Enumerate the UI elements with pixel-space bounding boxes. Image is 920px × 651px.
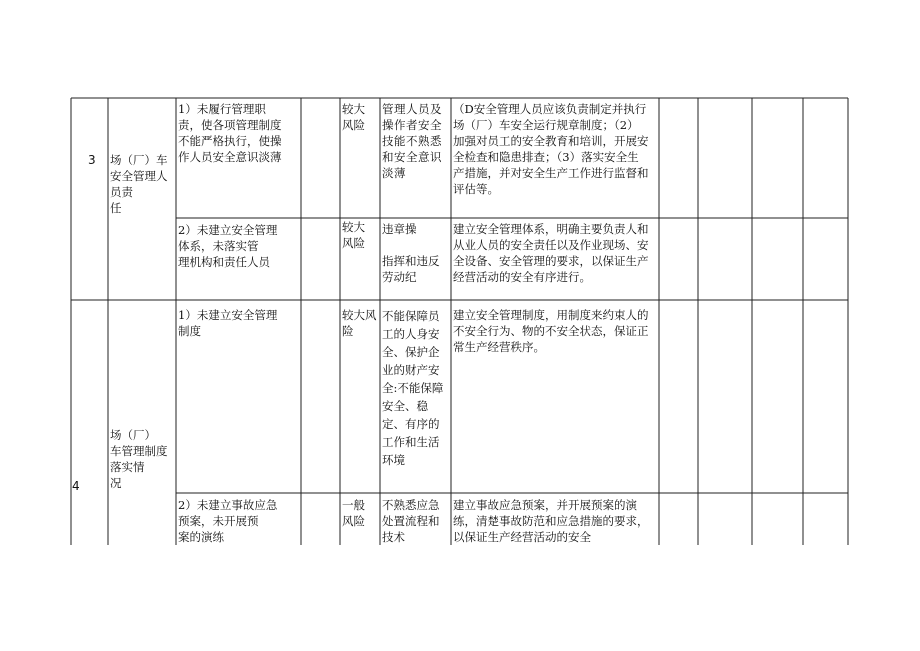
risk-level: 较大风 险 — [342, 308, 377, 338]
control-measure: 建立安全管理体系，明确主要负责人和 从业人员的安全责任以及作业现场、安 全设备、安全管理的要求，以保证生产 经营活动的安全有序进行。 — [453, 222, 649, 284]
row-number: 3 — [88, 153, 96, 167]
inspection-item: 场（厂）车 安全管理人 员责 任 — [110, 153, 168, 215]
inspection-item: 场（厂） 车管理制度 落实情 况 — [110, 428, 168, 490]
risk-level: 较大 风险 — [342, 220, 365, 250]
risk-level: 一般 风险 — [342, 498, 365, 528]
risk-level: 较大 风险 — [342, 102, 365, 132]
hazard-description: 1）未履行管理职 责，使各项管理制度 不能严格执行，使操 作人员安全意识淡薄 — [178, 102, 282, 164]
consequence: 不能保障员 工的人身安 全、保护企 业的财产安 全:不能保障 安全、稳 定、有序的 工作和生活 环境 — [382, 309, 444, 467]
consequence: 违章操 指挥和违反 劳动纪 — [382, 222, 440, 284]
control-measure: 建立事故应急预案，并开展预案的演 练，清楚事故防范和应急措施的要求， 以保证生产经营活动的安全 — [453, 498, 649, 544]
control-measure: （D安全管理人员应该负责制定并执行 场（厂）车安全运行规章制度；（2） 加强对员工的安全教育和培训，开展安 全检查和隐患排查；（3）落实安全生 产措施，并对安全生产工作进行监督和 评估等。 — [453, 102, 649, 196]
hazard-description: 2）未建立安全管理 体系，未落实管 理机构和责任人员 — [178, 223, 278, 269]
consequence: 管理人员及 操作者安全 技能不熟悉 和安全意识 淡薄 — [382, 102, 442, 180]
hazard-description: 1）未建立安全管理 制度 — [178, 308, 278, 338]
control-measure: 建立安全管理制度，用制度来约束人的 不安全行为、物的不安全状态，保证正 常生产经营秩序。 — [453, 308, 649, 354]
row-number: 4 — [72, 479, 80, 493]
hazard-description: 2）未建立事故应急 预案，未开展预 案的演练 — [178, 498, 278, 544]
consequence: 不熟悉应急 处置流程和 技术 — [382, 498, 440, 544]
